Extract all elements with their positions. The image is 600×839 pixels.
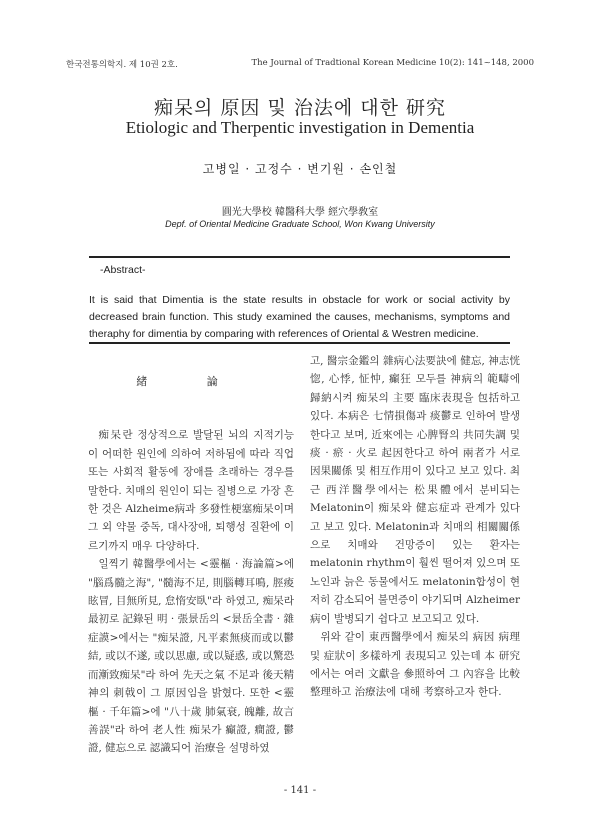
paper-title-english: Etiologic and Therpentic investigation in Dementia — [125, 118, 475, 137]
affiliation-korean: 圓光大學校 韓醫科大學 經穴學敎室 — [221, 207, 379, 218]
abstract-top-rule — [89, 256, 510, 258]
paper-title-korean: 痴呆의 原因 및 治法에 대한 研究 — [154, 97, 446, 119]
left-column — [88, 355, 294, 758]
abstract-label: -Abstract- — [100, 264, 146, 276]
page-number: - 141 - — [283, 785, 317, 796]
body-paragraph: 위와 같이 東西醫學에서 痴呆의 病因 病理 및 症狀이 多樣하게 表現되고 있는데 本 研究에서는 여러 文獻을 參照하여 그 內容을 比較 整理하고 治療法에 대해 考察하고자 한다. — [310, 631, 520, 699]
abstract-text: It is said that Dimentia is the state results in obstacle for work or social activity by decreased brain function. This study examined the causes, mechanisms, symptoms and theraphy for dimentia by comparing with references of Oriental & Westren medicine. — [89, 294, 510, 340]
header-journal-korean: 한국전통의학지. 제 10권 2호. — [66, 60, 178, 70]
affiliation-english: Depf. of Oriental Medicine Graduate School, Won Kwang University — [165, 219, 435, 229]
section-heading-introduction: 緒 論 — [136, 375, 246, 388]
body-paragraph: 痴呆란 정상적으로 발달된 뇌의 지적기능이 어떠한 원인에 의하여 저하됨에 따라 직업 또는 사회적 활동에 장애를 초래하는 경우를 말한다. 치매의 원인이 되는 질병으로 가장 흔한 것은 Alzheime病과 多發性梗塞痴呆이며 그 외 약물 중독, 대사장애, 퇴행성 질환에 이르기까지 매우 다양하다. — [88, 429, 294, 552]
body-paragraph: 고, 醫宗金鑑의 雜病心法要訣에 健忘, 神志恍惚, 心悸, 怔忡, 癲狂 모두를 神病의 範疇에 歸納시켜 痴呆의 主要 臨床表現을 包括하고 있다. 本病은 七情損傷과 痰鬱로 인하여 발생한다고 보며, 近來에는 心脾腎의 共同失調 및 痰 · 瘀 · 火로 起因한다고 하여 兩者가 서로 因果關係 및 相互作用이 있다고 보고 있다. 최근 西洋醫學에서는 松果體에서 분비되는 Melatonin이 痴呆와 健忘症과 관계가 있다고 보고 있다. Melatonin과 치매의 相關關係으로 치매와 건망증이 있는 환자는 melatonin rhythm이 훨씬 떨어져 있으며 또 노인과 늙은 동물에서도 melatonin합성이 현저히 감소되어 불면증이 야기되며 Alzheimer病이 발병되기 쉽다고 보고되고 있다. — [310, 355, 520, 625]
author-list: 고병일 · 고정수 · 변기원 · 손인철 — [202, 162, 398, 176]
abstract-bottom-rule — [89, 342, 510, 344]
header-journal-english: The Journal of Tradtional Korean Medicine 10(2): 141~148, 2000 — [251, 58, 534, 68]
right-column — [310, 352, 520, 702]
body-paragraph: 일찍기 韓醫學에서는 <靈樞 · 海論篇>에 "腦爲髓之海", "髓海不足, 則腦轉耳鳴, 脛痠眩冒, 目無所見, 怠惰安臥"라 하였고, 痴呆라 最初로 記錄된 明 · 張景岳의 <景岳全書 · 雜症謨>에서는 "痴呆證, 凡平素無痰而或以鬱結, 或以不遂, 或以思慮, 或以疑惑, 或以驚恐而漸致痴呆"라 하여 先天之氣 不足과 後天精神의 刺戟이 그 原因임을 밝혔다. 또한 <靈樞 · 千年篇>에 "八十歲 肺氣衰, 魄離, 故言善誤"라 하여 老人性 痴呆가 癲證, 癎證, 鬱證, 健忘으로 認識되어 治療을 설명하였 — [88, 558, 294, 755]
running-header — [66, 58, 534, 70]
